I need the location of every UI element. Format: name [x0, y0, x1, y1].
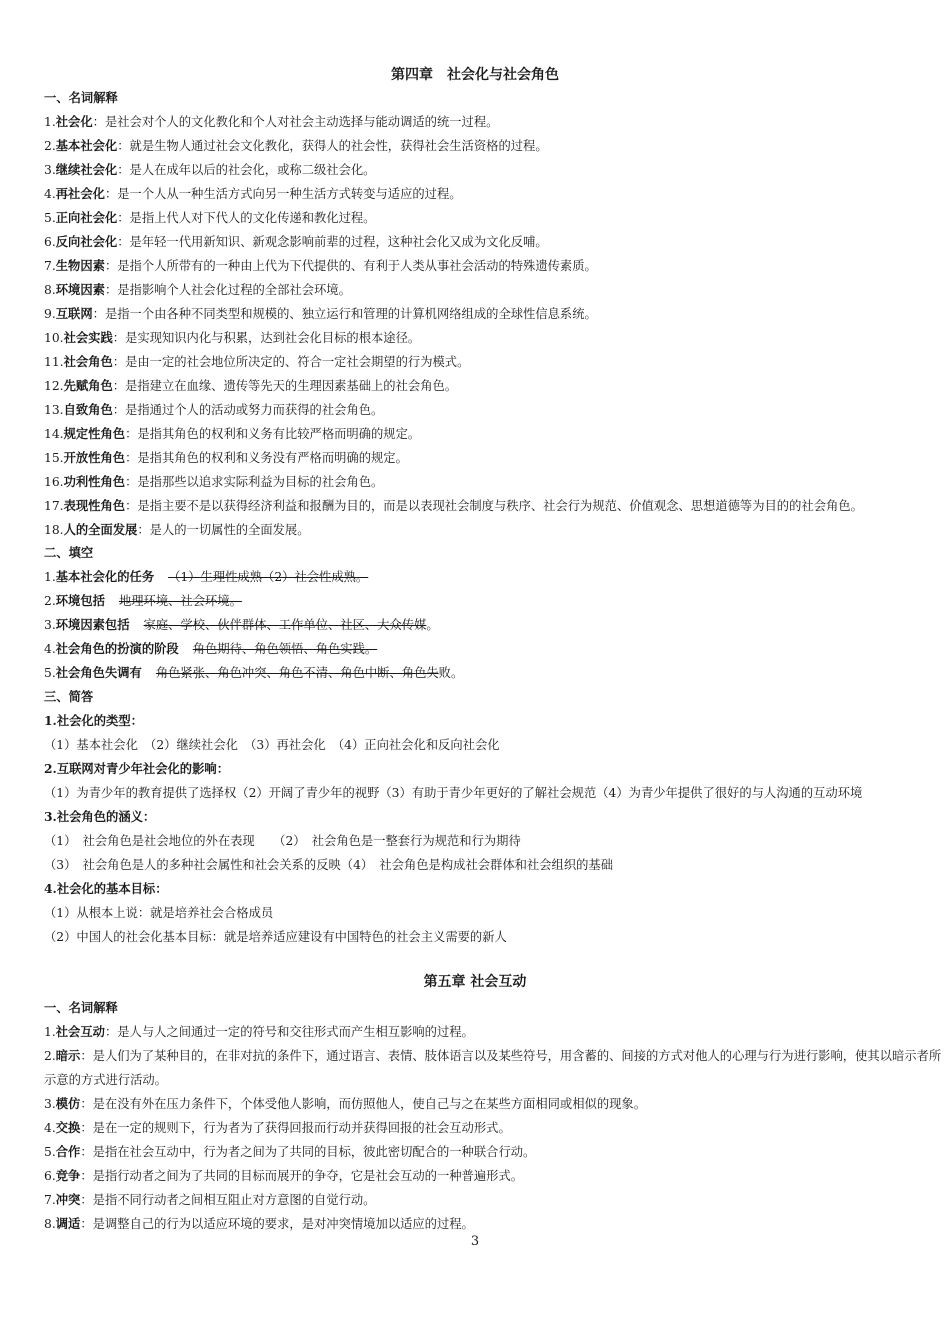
term-name: 社会实践 — [63, 330, 113, 345]
page-number: 3 — [470, 1234, 480, 1249]
fill-prompt: 环境因素包括 — [55, 617, 130, 632]
question: 4.社会化的基本目标： — [44, 881, 168, 896]
term-number: 10. — [44, 331, 64, 345]
fill-number: 4. — [44, 642, 56, 656]
term-name: 自致角色 — [63, 402, 113, 417]
term-name: 反向社会化 — [55, 234, 118, 249]
fill-item — [44, 665, 942, 681]
term-item — [44, 306, 942, 322]
term-number: 6. — [44, 1169, 56, 1183]
fill-answer: 角色紧张、角色冲突、角色不清、角色中断、角色失 — [155, 666, 439, 680]
term-name: 生物因素 — [55, 258, 105, 273]
term-number: 3. — [44, 163, 56, 177]
answer-line: （1）从根本上说：就是培养社会合格成员 — [44, 906, 274, 920]
term-name: 合作 — [55, 1144, 81, 1159]
term-number: 2. — [44, 1049, 56, 1063]
term-name: 社会角色 — [63, 354, 113, 369]
term-number: 7. — [44, 1193, 56, 1207]
term-number: 17. — [44, 499, 64, 513]
question: 2.互联网对青少年社会化的影响： — [44, 761, 229, 776]
term-name: 表现性角色 — [63, 498, 126, 513]
term-number: 2. — [44, 139, 56, 153]
fill-prompt: 社会角色失调有 — [55, 665, 142, 680]
ch4-section2-heading: 二、填空 — [44, 545, 94, 560]
term-definition: ：是人的一切属性的全面发展。 — [137, 523, 310, 537]
term-name: 冲突 — [55, 1192, 81, 1207]
term-number: 3. — [44, 1097, 56, 1111]
term-definition: ：是年轻一代用新知识、新观念影响前辈的过程，这种社会化又成为文化反哺。 — [117, 235, 548, 249]
term-definition: ：是人在成年以后的社会化，或称二级社会化。 — [117, 163, 376, 177]
fill-answer: （1）生理性成熟（2）社会性成熟。 — [168, 570, 369, 584]
term-number: 15. — [44, 451, 64, 465]
fill-number: 3. — [44, 618, 56, 632]
term-item — [44, 1216, 942, 1232]
term-definition: ：是指通过个人的活动或努力而获得的社会角色。 — [112, 403, 384, 417]
term-definition: ：是指其角色的权利和义务没有严格而明确的规定。 — [125, 451, 408, 465]
fill-tail: 败。 — [438, 666, 464, 680]
term-definition: ：是指主要不是以获得经济利益和报酬为目的，而是以表现社会制度与秩序、社会行为规范、价值观念、思想道德等为目的的社会角色。 — [125, 499, 863, 513]
term-number: 8. — [44, 1217, 56, 1231]
chapter4-title: 第四章 社会化与社会角色 — [391, 67, 559, 83]
term-name: 模仿 — [55, 1096, 81, 1111]
fill-prompt: 社会角色的扮演的阶段 — [55, 641, 179, 656]
term-item — [44, 258, 942, 274]
term-number: 14. — [44, 427, 64, 441]
term-name: 开放性角色 — [63, 450, 126, 465]
term-number: 8. — [44, 283, 56, 297]
term-definition: ：是指不同行动者之间相互阻止对方意图的自觉行动。 — [80, 1193, 376, 1207]
term-item — [44, 474, 942, 490]
term-number: 18. — [44, 523, 64, 537]
term-item — [44, 1168, 942, 1184]
fill-item — [44, 617, 942, 633]
term-definition: ：就是生物人通过社会文化教化，获得人的社会性，获得社会生活资格的过程。 — [117, 139, 548, 153]
question: 1.社会化的类型： — [44, 713, 143, 728]
answer-line: （1）为青少年的教育提供了选择权（2）开阔了青少年的视野（3）有助于青少年更好的了解社会规范（4）为青少年提供了很好的与人沟通的互动环境 — [44, 786, 863, 800]
term-name: 人的全面发展 — [63, 522, 138, 537]
term-item — [44, 234, 942, 250]
chapter5-title: 第五章 社会互动 — [423, 974, 527, 990]
term-definition: ：是指在社会互动中，行为者之间为了共同的目标，彼此密切配合的一种联合行动。 — [80, 1145, 536, 1159]
term-number: 4. — [44, 187, 56, 201]
term-definition: ：是指建立在血缘、遗传等先天的生理因素基础上的社会角色。 — [112, 379, 458, 393]
term-name: 再社会化 — [55, 186, 105, 201]
term-definition: ：是在一定的规则下，行为者为了获得回报而行动并获得回报的社会互动形式。 — [80, 1121, 511, 1135]
term-item — [44, 402, 942, 418]
fill-tail: 。 — [426, 618, 439, 632]
question: 3.社会角色的涵义： — [44, 809, 156, 824]
term-name: 竞争 — [55, 1168, 81, 1183]
term-number: 4. — [44, 1121, 56, 1135]
term-item — [44, 1120, 942, 1136]
term-item — [44, 1192, 942, 1208]
term-item — [44, 378, 942, 394]
term-definition: ：是人与人之间通过一定的符号和交往形式而产生相互影响的过程。 — [104, 1025, 474, 1039]
term-number: 9. — [44, 307, 56, 321]
term-item — [44, 186, 942, 202]
term-name: 功利性角色 — [63, 474, 126, 489]
fill-answer: 家庭、学校、伙伴群体、工作单位、社区、大众传媒 — [143, 618, 427, 632]
term-definition: ：是指个人所带有的一种由上代为下代提供的、有利于人类从事社会活动的特殊遗传素质。 — [104, 259, 597, 273]
fill-prompt: 基本社会化的任务 — [55, 569, 155, 584]
term-item — [44, 354, 942, 370]
term-definition: ：是指一个由各种不同类型和规模的、独立运行和管理的计算机网络组成的全球性信息系统。 — [92, 307, 597, 321]
term-name: 正向社会化 — [55, 210, 118, 225]
term-item — [44, 426, 942, 442]
term-number: 5. — [44, 1145, 56, 1159]
term-number: 11. — [44, 355, 64, 369]
term-name: 暗示 — [55, 1048, 81, 1063]
fill-number: 2. — [44, 594, 56, 608]
term-definition: ：是一个人从一种生活方式向另一种生活方式转变与适应的过程。 — [104, 187, 462, 201]
term-item — [44, 1096, 942, 1112]
term-name: 先赋角色 — [63, 378, 113, 393]
term-item — [44, 210, 942, 226]
term-definition: ：是指其角色的权利和义务有比较严格而明确的规定。 — [125, 427, 421, 441]
term-number: 12. — [44, 379, 64, 393]
term-item — [44, 450, 942, 466]
term-definition: ：是指上代人对下代人的文化传递和教化过程。 — [117, 211, 376, 225]
fill-number: 1. — [44, 570, 56, 584]
term-item — [44, 330, 942, 346]
fill-item — [44, 569, 942, 585]
answer-line: （1）基本社会化 （2）继续社会化 （3）再社会化 （4）正向社会化和反向社会化 — [44, 738, 500, 752]
term-number: 13. — [44, 403, 64, 417]
term-item — [44, 162, 942, 178]
term-number: 1. — [44, 1025, 56, 1039]
term-definition: ：是指那些以追求实际利益为目标的社会角色。 — [125, 475, 384, 489]
term-item — [44, 114, 942, 130]
term-definition: ：是实现知识内化与积累，达到社会化目标的根本途径。 — [112, 331, 421, 345]
term-definition: ：是由一定的社会地位所决定的、符合一定社会期望的行为模式。 — [112, 355, 470, 369]
term-name: 基本社会化 — [55, 138, 118, 153]
term-definition: ：是社会对个人的文化教化和个人对社会主动选择与能动调适的统一过程。 — [92, 115, 499, 129]
fill-prompt: 环境包括 — [55, 593, 105, 608]
term-name: 交换 — [55, 1120, 81, 1135]
fill-item — [44, 641, 942, 657]
term-definition: ：是在没有外在压力条件下，个体受他人影响，而仿照他人，使自己与之在某些方面相同或相似的现象。 — [80, 1097, 647, 1111]
fill-number: 5. — [44, 666, 56, 680]
term-name: 规定性角色 — [63, 426, 126, 441]
term-number: 1. — [44, 115, 56, 129]
term-number: 7. — [44, 259, 56, 273]
term-item — [44, 1044, 942, 1092]
term-name: 社会互动 — [55, 1024, 105, 1039]
term-item — [44, 498, 942, 514]
term-number: 16. — [44, 475, 64, 489]
ch5-section1-heading: 一、名词解释 — [44, 1000, 118, 1015]
term-name: 调适 — [55, 1216, 81, 1231]
ch4-section3-heading: 三、简答 — [44, 689, 94, 704]
term-name: 环境因素 — [55, 282, 105, 297]
term-definition: ：是指影响个人社会化过程的全部社会环境。 — [104, 283, 351, 297]
ch4-section1-heading: 一、名词解释 — [44, 90, 118, 105]
term-item — [44, 138, 942, 154]
fill-answer: 地理环境、社会环境。 — [118, 594, 242, 608]
fill-answer: 角色期待、角色领悟、角色实践。 — [192, 642, 378, 656]
fill-item — [44, 593, 942, 609]
term-name: 社会化 — [55, 114, 93, 129]
answer-line: （1） 社会角色是社会地位的外在表现 （2） 社会角色是一整套行为规范和行为期待 — [44, 834, 521, 848]
term-definition: ：是指行动者之间为了共同的目标而展开的争夺，它是社会互动的一种普遍形式。 — [80, 1169, 524, 1183]
term-name: 继续社会化 — [55, 162, 118, 177]
term-item — [44, 1144, 942, 1160]
term-item — [44, 282, 942, 298]
term-definition: ：是调整自己的行为以适应环境的要求，是对冲突情境加以适应的过程。 — [80, 1217, 474, 1231]
term-item — [44, 1024, 942, 1040]
term-name: 互联网 — [55, 306, 93, 321]
answer-line: （3） 社会角色是人的多种社会属性和社会关系的反映（4） 社会角色是构成社会群体和社会组织的基础 — [44, 858, 614, 872]
term-definition: ：是人们为了某种目的，在非对抗的条件下，通过语言、表情、肢体语言以及某些符号，用含蓄的、间接的方式对他人的心理与行为进行影响，使其以暗示者所示意的方式进行活动。 — [44, 1049, 942, 1087]
term-number: 5. — [44, 211, 56, 225]
answer-line: （2）中国人的社会化基本目标：就是培养适应建设有中国特色的社会主义需要的新人 — [44, 930, 507, 944]
term-item — [44, 522, 942, 538]
term-number: 6. — [44, 235, 56, 249]
